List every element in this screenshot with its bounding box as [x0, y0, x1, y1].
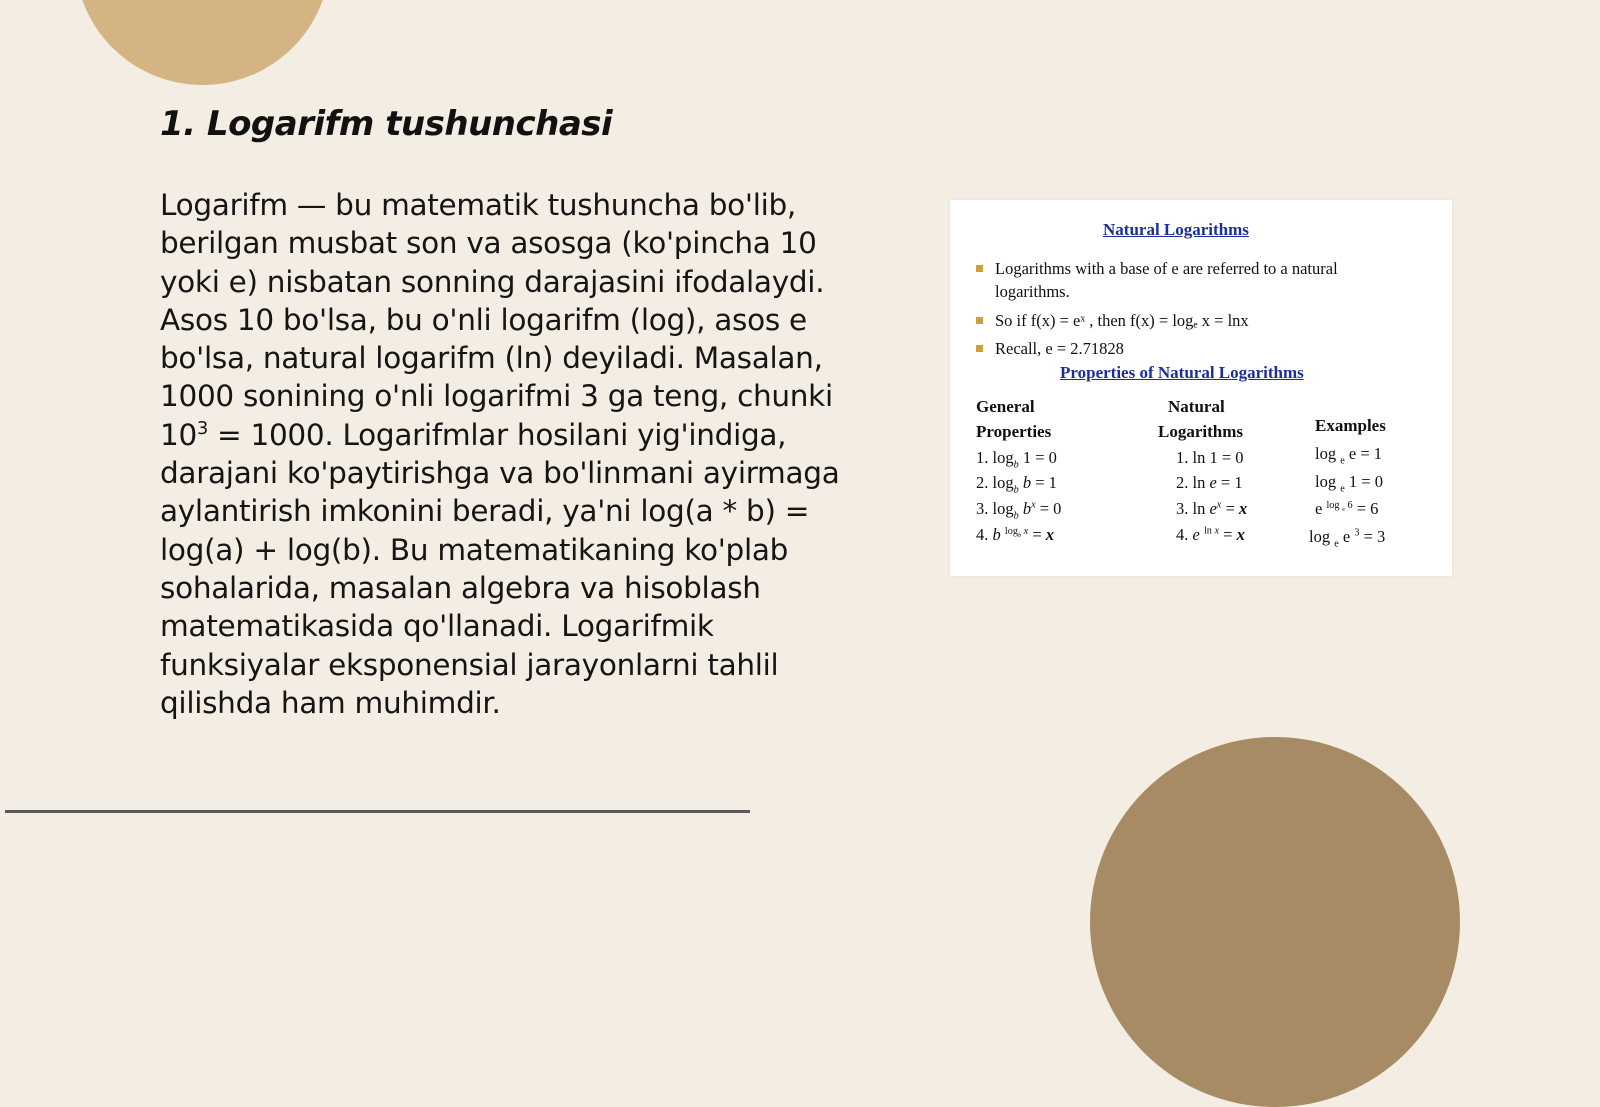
- header-natural: Natural: [1168, 397, 1225, 416]
- general-property-2: 2. $\log_b b = 1$: [976, 473, 1057, 496]
- header-logarithms: Logarithms: [1158, 422, 1243, 441]
- slide-body-text: [160, 186, 850, 722]
- natural-property-2: 2. ln e = 1: [1176, 473, 1243, 492]
- natural-property-3: 3. $\ln e^x = x$: [1176, 499, 1248, 518]
- example-3: e $^{log _e 6}$ = 6: [1315, 499, 1379, 518]
- decorative-circle-top: [75, 0, 330, 85]
- general-property-1: 1. $\log_b 1 = 0$: [976, 448, 1057, 471]
- body-text-part-1: Logarifm — bu matematik tushuncha bo'lib, berilgan musbat son va asosga (ko'pincha 10 yoki e) nisbatan sonning darajasini ifodalaydi. Asos 10 bo'lsa, bu o'nli logarifm (log), asos e bo'lsa, natural logarifm (ln) deyiladi. Masalan, 1000 sonining o'nli logarifmi 3 ga teng, chunki 10: [160, 188, 833, 452]
- header-examples: Examples: [1315, 416, 1386, 435]
- divider-line: [5, 810, 750, 813]
- figure-bullet-text: Recall, e = 2.71828: [995, 339, 1124, 358]
- general-property-4: 4. b $^{log_b x}$ = x: [976, 525, 1055, 544]
- square-bullet-icon: [976, 345, 983, 352]
- body-text-part-2: = 1000. Logarifmlar hosilani yig'indiga, darajani ko'paytirishga va bo'linmani ayirmaga aylantirish imkonini beradi, ya'ni log(a * b) = log(a) + log(b). Bu matematikaning ko'plab sohalarida, masalan algebra va hisoblash matematikasida qo'llanadi. Logarifmik funksiyalar eksponensial jarayonlarni tahlil qilishda ham muhimdir.: [160, 417, 840, 720]
- header-properties: Properties: [976, 422, 1052, 441]
- body-text-exponent: 3: [196, 418, 208, 439]
- slide-title: 1. Logarifm tushunchasi: [160, 104, 613, 144]
- figure-bullet: [976, 337, 1124, 360]
- header-general: General: [976, 397, 1035, 416]
- example-1: log $_e$ e = 1: [1315, 444, 1383, 467]
- example-4: log $_e$ e $^3$ = 3: [1309, 527, 1386, 550]
- figure-title: Natural Logarithms: [1103, 220, 1249, 239]
- example-2: log $_e$ 1 = 0: [1315, 472, 1383, 495]
- properties-title: Properties of Natural Logarithms: [1060, 363, 1304, 382]
- natural-property-4: 4. e $^{ln x}$ = x: [1176, 525, 1245, 544]
- figure-bullet-text: So if f(x) = eˣ , then f(x) = logₑ x = lnx: [995, 311, 1249, 330]
- decorative-circle-bottom: [1090, 737, 1460, 1107]
- natural-property-1: 1. ln 1 = 0: [1176, 448, 1244, 467]
- natural-logarithms-image: [950, 200, 1452, 576]
- figure-bullet: [976, 309, 1249, 332]
- general-property-3: 3. $\log_b b^x = 0$: [976, 499, 1062, 522]
- square-bullet-icon: [976, 317, 983, 324]
- figure-bullet-text: Logarithms with a base of e are referred to a natural logarithms.: [995, 259, 1338, 301]
- figure-bullet: [976, 257, 1416, 303]
- square-bullet-icon: [976, 265, 983, 272]
